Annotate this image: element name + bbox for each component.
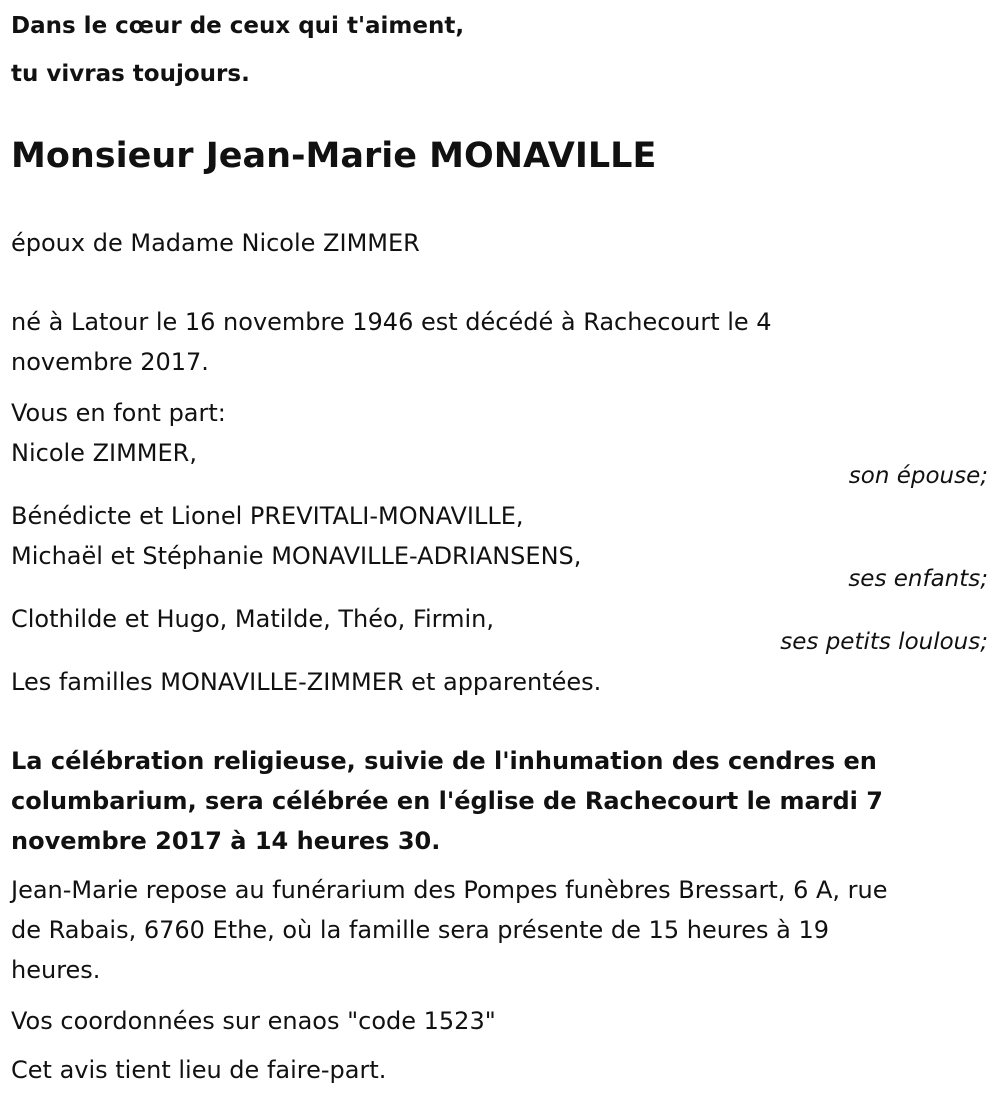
epitaph-line-1: Dans le cœur de ceux qui t'aiment, — [11, 13, 465, 39]
ceremony-line-1: La célébration religieuse, suivie de l'inhumation des cendres en — [11, 747, 877, 775]
ceremony-line-2: columbarium, sera célébrée en l'église de Rachecourt le mardi 7 — [11, 787, 883, 815]
announcer-child-1: Bénédicte et Lionel PREVITALI-MONAVILLE, — [11, 502, 524, 530]
visitation-line-3: heures. — [11, 956, 101, 984]
announcer-spouse-name: Nicole ZIMMER, — [11, 439, 197, 467]
visitation-line-1: Jean-Marie repose au funérarium des Pompes funèbres Bressart, 6 A, rue — [11, 876, 888, 904]
role-children: ses enfants; — [848, 566, 988, 592]
announcer-grandchildren: Clothilde et Hugo, Matilde, Théo, Firmin, — [11, 605, 494, 633]
role-grandchildren: ses petits loulous; — [780, 629, 988, 655]
epitaph-line-2: tu vivras toujours. — [11, 61, 250, 87]
visitation-line-2: de Rabais, 6760 Ethe, où la famille sera présente de 15 heures à 19 — [11, 916, 830, 944]
spouse-line: époux de Madame Nicole ZIMMER — [11, 229, 420, 257]
closing-line: Cet avis tient lieu de faire-part. — [11, 1056, 387, 1084]
birth-death-line-1: né à Latour le 16 novembre 1946 est décédé à Rachecourt le 4 — [11, 308, 772, 336]
announcers-intro: Vous en font part: — [11, 399, 226, 427]
contact-line: Vos coordonnées sur enaos "code 1523" — [11, 1007, 496, 1035]
announcer-child-2: Michaël et Stéphanie MONAVILLE-ADRIANSENS, — [11, 542, 582, 570]
deceased-name: Monsieur Jean-Marie MONAVILLE — [11, 136, 657, 176]
birth-death-line-2: novembre 2017. — [11, 348, 209, 376]
role-spouse: son épouse; — [848, 463, 988, 489]
announcer-families: Les familles MONAVILLE-ZIMMER et apparentées. — [11, 668, 602, 696]
ceremony-line-3: novembre 2017 à 14 heures 30. — [11, 827, 441, 855]
